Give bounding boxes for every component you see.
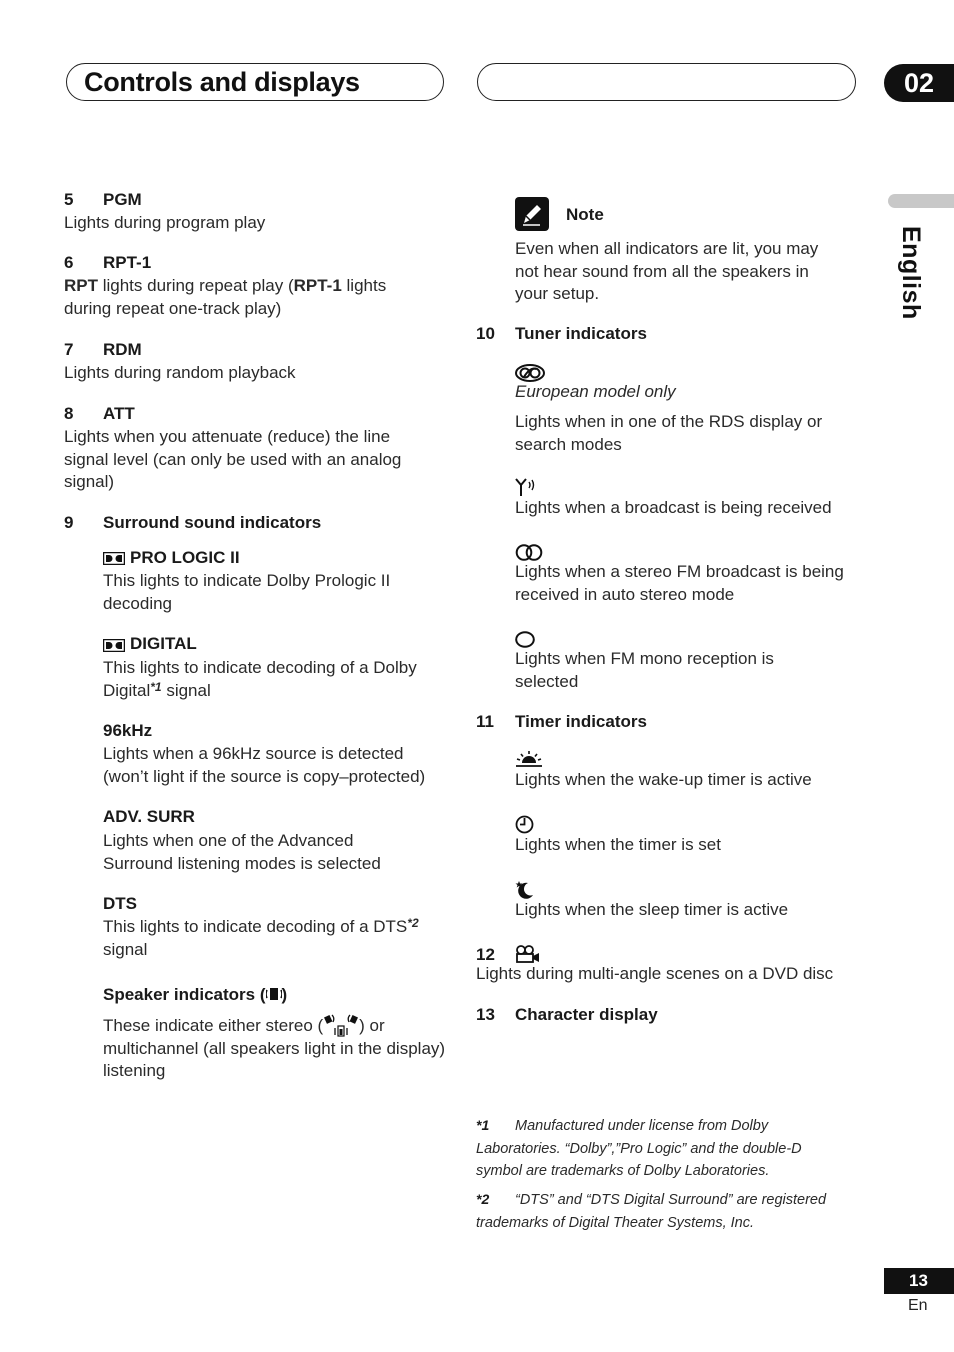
item-number: 7 bbox=[64, 340, 74, 359]
item-description bbox=[64, 275, 434, 320]
indicator-description: Lights when a 96kHz source is detected (won’t light if the source is copy–protected) bbox=[103, 744, 426, 786]
camera-angle-icon bbox=[515, 945, 540, 963]
desc-text: These indicate either stereo ( bbox=[103, 1016, 324, 1035]
double-d-icon bbox=[103, 639, 125, 652]
item-description: Lights when you attenuate (reduce) the line signal level (can only be used with an analog signal) bbox=[64, 427, 402, 491]
indicator-title: DIGITAL bbox=[130, 634, 197, 653]
title-text: ) bbox=[281, 985, 288, 1004]
wakeup-timer-icon bbox=[515, 750, 543, 768]
blank-header-frame bbox=[477, 63, 856, 101]
item-title: ATT bbox=[103, 404, 135, 423]
indicator-title: 96kHz bbox=[103, 721, 153, 740]
page-number: 13 bbox=[884, 1268, 954, 1294]
chapter-number: 02 bbox=[884, 64, 954, 102]
indicator-description bbox=[103, 657, 443, 702]
item-number: 5 bbox=[64, 190, 74, 209]
item-title: PGM bbox=[103, 190, 142, 209]
item-title: Timer indicators bbox=[515, 712, 647, 731]
indicator-description bbox=[103, 916, 448, 961]
item-number: 9 bbox=[64, 513, 74, 532]
desc-text: lights during repeat play ( bbox=[98, 276, 294, 295]
side-tab-marker bbox=[888, 194, 954, 208]
desc-text: signal bbox=[103, 939, 148, 959]
indicator-description: Lights when FM mono reception is selected bbox=[515, 649, 774, 691]
footnote-mark: *2 bbox=[476, 1191, 490, 1207]
indicator-title: ADV. SURR bbox=[103, 807, 195, 826]
item-description: Lights during program play bbox=[64, 213, 266, 232]
indicator-description: Lights when the timer is set bbox=[515, 835, 721, 854]
speakers-stereo-icon bbox=[323, 1013, 359, 1037]
item-title: Character display bbox=[515, 1005, 658, 1024]
antenna-icon bbox=[515, 478, 539, 496]
indicator-description bbox=[103, 1013, 448, 1083]
item-number: 11 bbox=[476, 712, 494, 731]
bold-term: RPT-1 bbox=[293, 276, 342, 295]
footnote-ref: *2 bbox=[407, 916, 419, 930]
item-description: Lights during multi-angle scenes on a DVD disc bbox=[476, 964, 834, 983]
footnote: “DTS” and “DTS Digital Surround” are registered trademarks of Digital Theater Systems, Inc. bbox=[476, 1192, 827, 1231]
desc-text: This lights to indicate decoding of a DTS bbox=[103, 917, 408, 936]
desc-text: signal bbox=[161, 680, 211, 700]
title-text: Speaker indicators ( bbox=[103, 985, 266, 1004]
item-title: Tuner indicators bbox=[515, 324, 647, 343]
indicator-description: Lights when a stereo FM broadcast is being received in auto stereo mode bbox=[515, 562, 844, 604]
language-tab: English bbox=[897, 226, 925, 320]
model-note: European model only bbox=[515, 382, 676, 401]
sleep-timer-icon bbox=[515, 880, 534, 899]
rds-icon bbox=[515, 364, 545, 382]
item-number: 6 bbox=[64, 253, 74, 272]
item-title: RPT-1 bbox=[103, 253, 152, 272]
desc-text: ) or multichannel (all speakers light in the display) listening bbox=[103, 1016, 446, 1080]
footnote: Manufactured under license from Dolby Laboratories. “Dolby”,”Pro Logic” and the double-D symbol are trademarks of Dolby Laboratories. bbox=[476, 1118, 802, 1179]
indicator-description: Lights when the wake-up timer is active bbox=[515, 770, 812, 789]
indicator-description: Lights when in one of the RDS display or search modes bbox=[515, 412, 823, 454]
item-number: 13 bbox=[476, 1005, 495, 1024]
indicator-title: DTS bbox=[103, 894, 137, 913]
indicator-description: Lights when one of the Advanced Surround listening modes is selected bbox=[103, 831, 381, 873]
timer-icon bbox=[515, 815, 534, 834]
item-number: 8 bbox=[64, 404, 74, 423]
item-title: RDM bbox=[103, 340, 142, 359]
item-description: Lights during random playback bbox=[64, 363, 296, 382]
indicator-title: PRO LOGIC II bbox=[130, 548, 240, 567]
indicator-description: Lights when a broadcast is being received bbox=[515, 498, 832, 517]
indicator-description: Lights when the sleep timer is active bbox=[515, 900, 789, 919]
double-d-icon bbox=[103, 552, 125, 565]
page-title: Controls and displays bbox=[84, 67, 360, 97]
indicator-title bbox=[103, 984, 287, 1006]
indicator-description: This lights to indicate Dolby Prologic II decoding bbox=[103, 571, 391, 613]
speaker-icon bbox=[266, 986, 282, 1002]
item-number: 10 bbox=[476, 324, 495, 343]
footnote-mark: *1 bbox=[476, 1117, 490, 1133]
item-number: 12 bbox=[476, 945, 495, 964]
desc-text: This lights to indicate decoding of a Dolby Digital bbox=[103, 658, 417, 700]
bold-term: RPT bbox=[64, 276, 98, 295]
item-title: Surround sound indicators bbox=[103, 513, 322, 532]
mono-icon bbox=[515, 631, 535, 648]
language-code: En bbox=[908, 1297, 928, 1314]
footnote-ref: *1 bbox=[150, 679, 162, 694]
note-text: Even when all indicators are lit, you may not hear sound from all the speakers in your setup. bbox=[515, 239, 819, 303]
desc-text: lights during repeat one-track play) bbox=[64, 276, 387, 318]
note-label: Note bbox=[566, 205, 604, 224]
stereo-icon bbox=[515, 544, 543, 561]
pencil-icon bbox=[515, 197, 549, 231]
